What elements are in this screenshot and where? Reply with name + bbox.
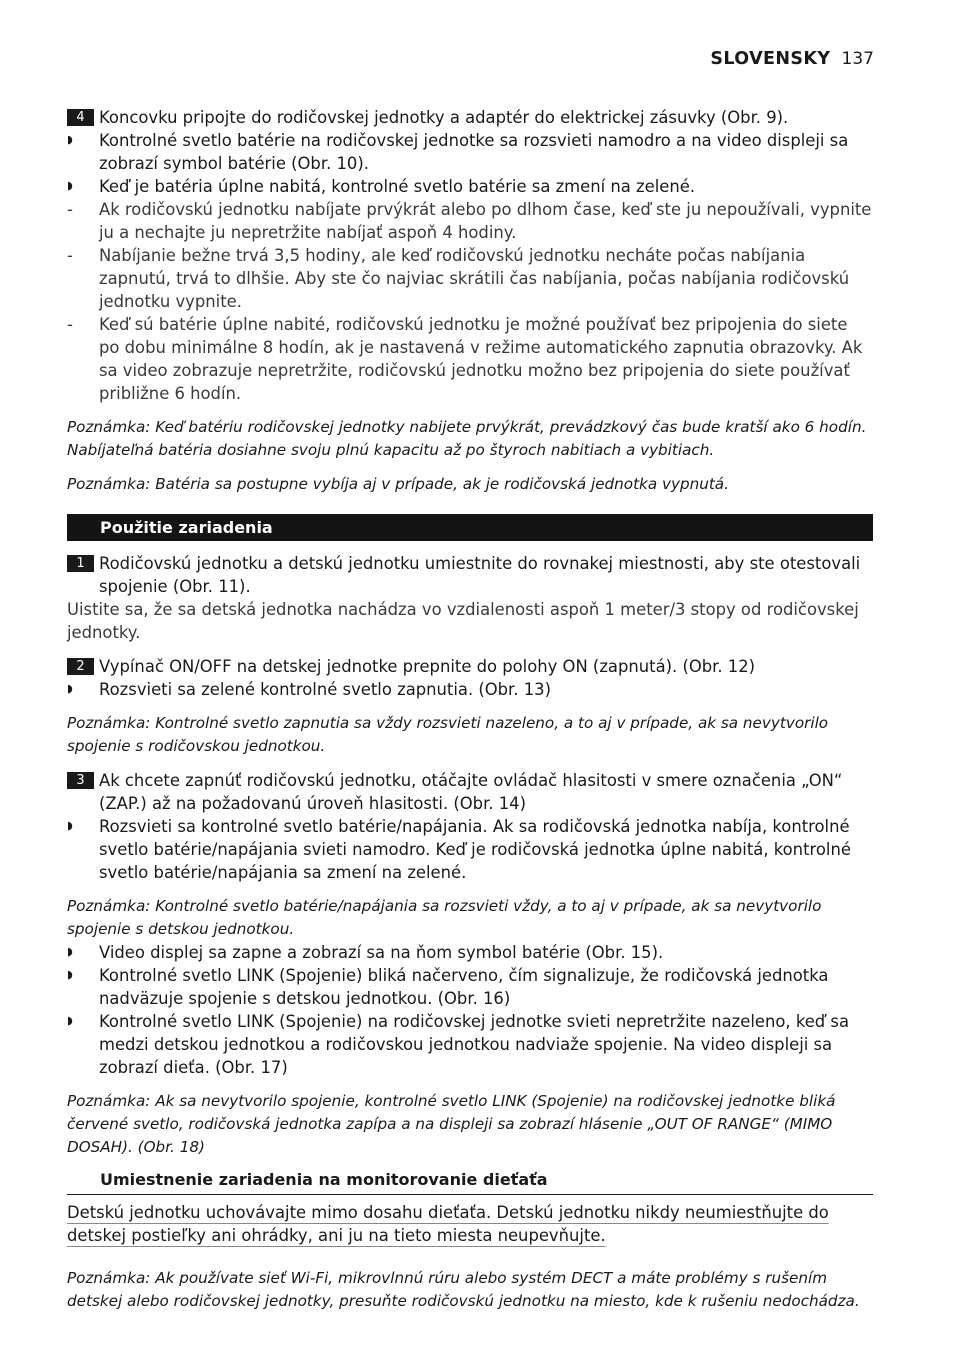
triangle-bullet-icon: ◗: [67, 968, 73, 981]
dash-item: [67, 313, 873, 405]
result-text: Kontrolné svetlo batérie na rodičovskej jednotke sa rozsvieti namodro a na video displeji sa zobrazí symbol batérie (Obr. 10).: [99, 131, 849, 173]
triangle-bullet-icon: ◗: [67, 1014, 73, 1027]
result-item: [67, 1010, 873, 1079]
result-item: [67, 175, 873, 198]
warning-paragraph: [67, 1201, 873, 1247]
result-item: [67, 941, 873, 964]
note: Poznámka: Kontrolné svetlo zapnutia sa vždy rozsvieti nazeleno, a to aj v prípade, ak sa nevytvorilo spojenie s rodičovskou jednotkou.: [67, 714, 829, 755]
step-number-badge: 3: [67, 772, 94, 789]
subsection-title: Umiestnenie zariadenia na monitorovanie dieťaťa: [67, 1169, 873, 1195]
result-item: [67, 964, 873, 1010]
step-item: [67, 769, 873, 815]
dash-item: [67, 244, 873, 313]
result-item: [67, 815, 873, 884]
note: Poznámka: Kontrolné svetlo batérie/napájania sa rozsvieti vždy, a to aj v prípade, ak sa nevytvorilo spojenie s detskou jednotkou.: [67, 897, 822, 938]
dash-marker: -: [67, 315, 73, 334]
note: Poznámka: Ak sa nevytvorilo spojenie, kontrolné svetlo LINK (Spojenie) na rodičovskej jednotke bliká červené svetlo, rodičovská jednotka zapípa a na displeji sa zobrazí hlásenie „OUT OF RANGE“ (MIMO DOSAH). (Obr. 18): [67, 1092, 836, 1156]
step-text: Rodičovskú jednotku a detskú jednotku umiestnite do rovnakej miestnosti, aby ste otestovali spojenie (Obr. 11).: [99, 554, 861, 596]
dash-text: Keď sú batérie úplne nabité, rodičovskú jednotku je možné používať bez pripojenia do siete po dobu minimálne 8 hodín, ak je nastavená v režime automatického zapnutia obrazovky. Ak sa video zobrazuje nepretržite, rodičovskú jednotku možno bez pripojenia do siete používať približne 6 hodín.: [99, 315, 863, 403]
triangle-bullet-icon: ◗: [67, 819, 73, 832]
dash-item: [67, 198, 873, 244]
language-label: SLOVENSKY: [710, 49, 831, 69]
note: Poznámka: Ak používate sieť Wi-Fi, mikrovlnnú rúru alebo systém DECT a máte problémy s rušením detskej alebo rodičovskej jednotky, presuňte rodičovskú jednotku na miesto, kde k rušeniu nedochádza.: [67, 1269, 860, 1310]
result-item: [67, 678, 873, 701]
note: Poznámka: Batéria sa postupne vybíja aj v prípade, ak je rodičovská jednotka vypnutá.: [67, 475, 729, 493]
result-text: Kontrolné svetlo LINK (Spojenie) na rodičovskej jednotke svieti nepretržite nazeleno, keď sa medzi detskou jednotkou a rodičovskou jednotkou nadviaže spojenie. Na video displeji sa zobrazí dieťa. (Obr. 17): [99, 1012, 850, 1077]
page-content: [67, 106, 873, 1313]
step-item: [67, 106, 873, 129]
dash-text: Nabíjanie bežne trvá 3,5 hodiny, ale keď rodičovskú jednotku necháte počas nabíjania zapnutú, trvá to dlhšie. Aby ste čo najviac skrátili čas nabíjania, počas nabíjania rodičovskú jednotku vypnite.: [99, 246, 850, 311]
triangle-bullet-icon: ◗: [67, 682, 73, 695]
step-number-badge: 2: [67, 658, 94, 675]
warning-text: Detskú jednotku uchovávajte mimo dosahu dieťaťa. Detskú jednotku nikdy neumiestňujte do detskej postieľky ani ohrádky, ani ju na tieto miesta neupevňujte.: [67, 1203, 829, 1245]
result-text: Rozsvieti sa kontrolné svetlo batérie/napájania. Ak sa rodičovská jednotka nabíja, kontrolné svetlo batérie/napájania svieti namodro. Keď je rodičovská jednotka úplne nabitá, kontrolné svetlo batérie/napájania sa zmení na zelené.: [99, 817, 851, 882]
step-text: Vypínač ON/OFF na detskej jednotke prepnite do polohy ON (zapnutá). (Obr. 12): [99, 657, 756, 676]
triangle-bullet-icon: ◗: [67, 133, 73, 146]
section-title: Použitie zariadenia: [67, 514, 873, 541]
dash-marker: -: [67, 246, 73, 265]
step-item: [67, 552, 873, 598]
dash-marker: -: [67, 200, 73, 219]
result-item: [67, 129, 873, 175]
result-text: Keď je batéria úplne nabitá, kontrolné svetlo batérie sa zmení na zelené.: [99, 177, 696, 196]
paragraph: Uistite sa, že sa detská jednotka nachádza vo vzdialenosti aspoň 1 meter/3 stopy od rodičovskej jednotky.: [67, 600, 859, 642]
result-text: Kontrolné svetlo LINK (Spojenie) bliká načerveno, čím signalizuje, že rodičovská jednotka nadväzuje spojenie s detskou jednotkou. (Obr. 16): [99, 966, 829, 1008]
triangle-bullet-icon: ◗: [67, 179, 73, 192]
dash-text: Ak rodičovskú jednotku nabíjate prvýkrát alebo po dlhom čase, keď ste ju nepoužívali, vypnite ju a nechajte ju nepretržite nabíjať aspoň 4 hodiny.: [99, 200, 872, 242]
step-text: Koncovku pripojte do rodičovskej jednotky a adaptér do elektrickej zásuvky (Obr. 9).: [99, 108, 789, 127]
step-item: [67, 655, 873, 678]
page-number: 137: [841, 49, 874, 69]
step-text: Ak chcete zapnúť rodičovskú jednotku, otáčajte ovládač hlasitosti v smere označenia „ON“ (ZAP.) až na požadovanú úroveň hlasitosti. (Obr. 14): [99, 771, 843, 813]
step-number-badge: 4: [67, 109, 94, 126]
note: Poznámka: Keď batériu rodičovskej jednotky nabijete prvýkrát, prevádzkový čas bude kratší ako 6 hodín. Nabíjateľná batéria dosiahne svoju plnú kapacitu až po štyroch nabitiach a vybitiach.: [67, 418, 867, 459]
triangle-bullet-icon: ◗: [67, 945, 73, 958]
result-text: Video displej sa zapne a zobrazí sa na ňom symbol batérie (Obr. 15).: [99, 943, 664, 962]
step-number-badge: 1: [67, 555, 94, 572]
page-header: [710, 49, 874, 69]
result-text: Rozsvieti sa zelené kontrolné svetlo zapnutia. (Obr. 13): [99, 680, 551, 699]
